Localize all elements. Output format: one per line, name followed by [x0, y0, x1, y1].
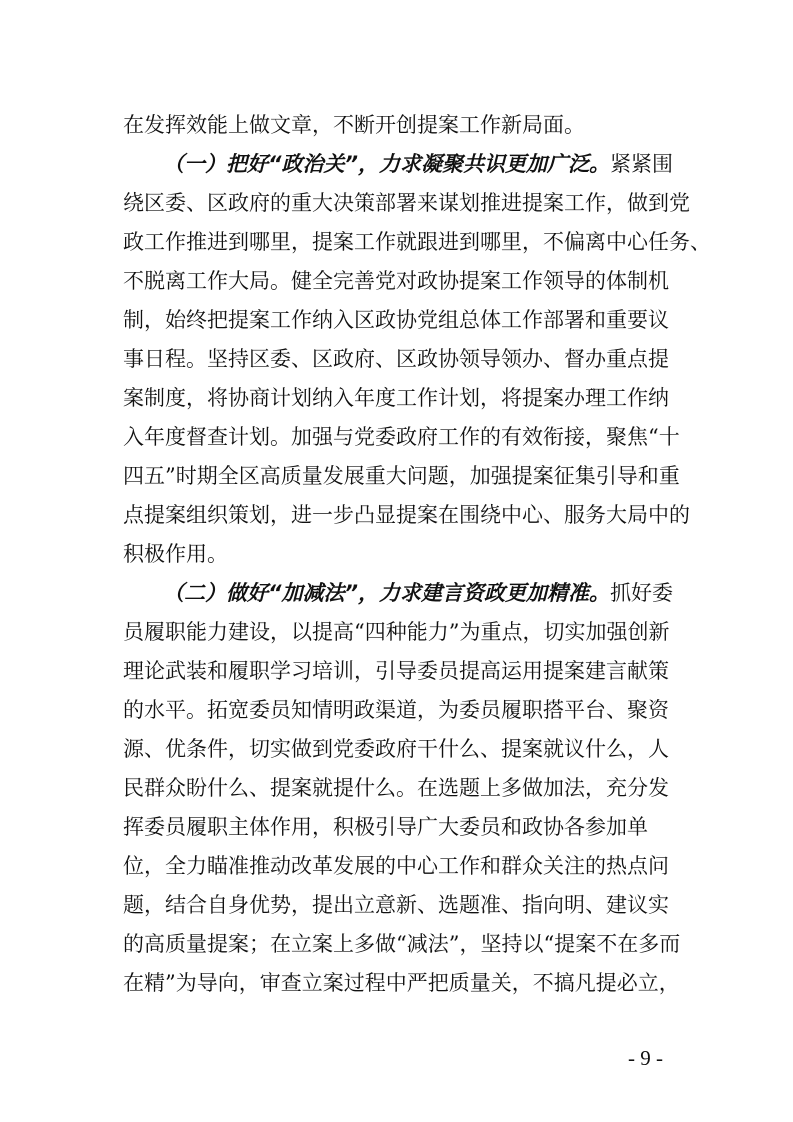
body-line [123, 499, 690, 531]
body-line [123, 109, 683, 141]
line-text: 的高质量提案；在立案上多做“减法”，坚持以“提案不在多而 [123, 932, 681, 956]
body-line [123, 772, 683, 804]
line-text: 源、优条件，切实做到党委政府干什么、提案就议什么，人 [123, 737, 669, 761]
body-line [123, 889, 683, 921]
line-text: 制，始终把提案工作纳入区政协党组总体工作部署和重要议 [123, 308, 669, 332]
line-text: 点提案组织策划，进一步凸显提案在围绕中心、服务大局中的 [123, 503, 690, 527]
body-line [123, 928, 683, 960]
line-text: 在发挥效能上做文章，不断开创提案工作新局面。 [123, 113, 585, 137]
line-text: 不脱离工作大局。健全完善党对政协提案工作领导的体制机 [123, 269, 669, 293]
body-line [123, 616, 683, 648]
line-text: 紧紧围 [610, 152, 674, 176]
section-heading-2: （二）做好“加减法”，力求建言资政更加精准。 [163, 581, 611, 605]
line-text: 挥委员履职主体作用，积极引导广大委员和政协各参加单 [123, 815, 648, 839]
body-line [123, 382, 683, 414]
line-text: 在精”为导向，审查立案过程中严把质量关，不搞凡提必立， [123, 971, 680, 995]
body-line [123, 811, 683, 843]
page-number: - 9 - [628, 1046, 663, 1070]
body-line [123, 460, 683, 492]
line-text: 政工作推进到哪里，提案工作就跟进到哪里，不偏离中心任务、 [123, 230, 711, 254]
body-line [123, 421, 683, 453]
body-line [123, 226, 711, 258]
body-line [123, 187, 690, 219]
body-line [123, 655, 683, 687]
line-text: 四五”时期全区高质量发展重大问题，加强提案征集引导和重 [123, 464, 680, 488]
body-line [123, 733, 683, 765]
line-text: 案制度，将协商计划纳入年度工作计划，将提案办理工作纳 [123, 386, 669, 410]
line-text: 绕区委、区政府的重大决策部署来谋划推进提案工作，做到党 [123, 191, 690, 215]
line-text: 位，全力瞄准推动改革发展的中心工作和群众关注的热点问 [123, 854, 669, 878]
body-line [123, 694, 683, 726]
line-text: 民群众盼什么、提案就提什么。在选题上多做加法，充分发 [123, 776, 669, 800]
body-line [123, 538, 683, 570]
section-heading-line [163, 148, 683, 180]
section-heading-line [163, 577, 683, 609]
body-line [123, 304, 683, 336]
line-text: 入年度督查计划。加强与党委政府工作的有效衔接，聚焦“十 [123, 425, 680, 449]
line-text: 员履职能力建设，以提高“四种能力”为重点，切实加强创新 [123, 620, 670, 644]
line-text: 抓好委 [610, 581, 674, 605]
body-line [123, 850, 683, 882]
body-line [123, 265, 683, 297]
line-text: 理论武装和履职学习培训，引导委员提高运用提案建言献策 [123, 659, 669, 683]
body-line [123, 343, 683, 375]
line-text: 积极作用。 [123, 542, 228, 566]
section-heading-1: （一）把好“政治关”，力求凝聚共识更加广泛。 [163, 152, 611, 176]
line-text: 题，结合自身优势，提出立意新、选题准、指向明、建议实 [123, 893, 669, 917]
body-line [123, 967, 683, 999]
line-text: 事日程。坚持区委、区政府、区政协领导领办、督办重点提 [123, 347, 669, 371]
line-text: 的水平。拓宽委员知情明政渠道，为委员履职搭平台、聚资 [123, 698, 669, 722]
